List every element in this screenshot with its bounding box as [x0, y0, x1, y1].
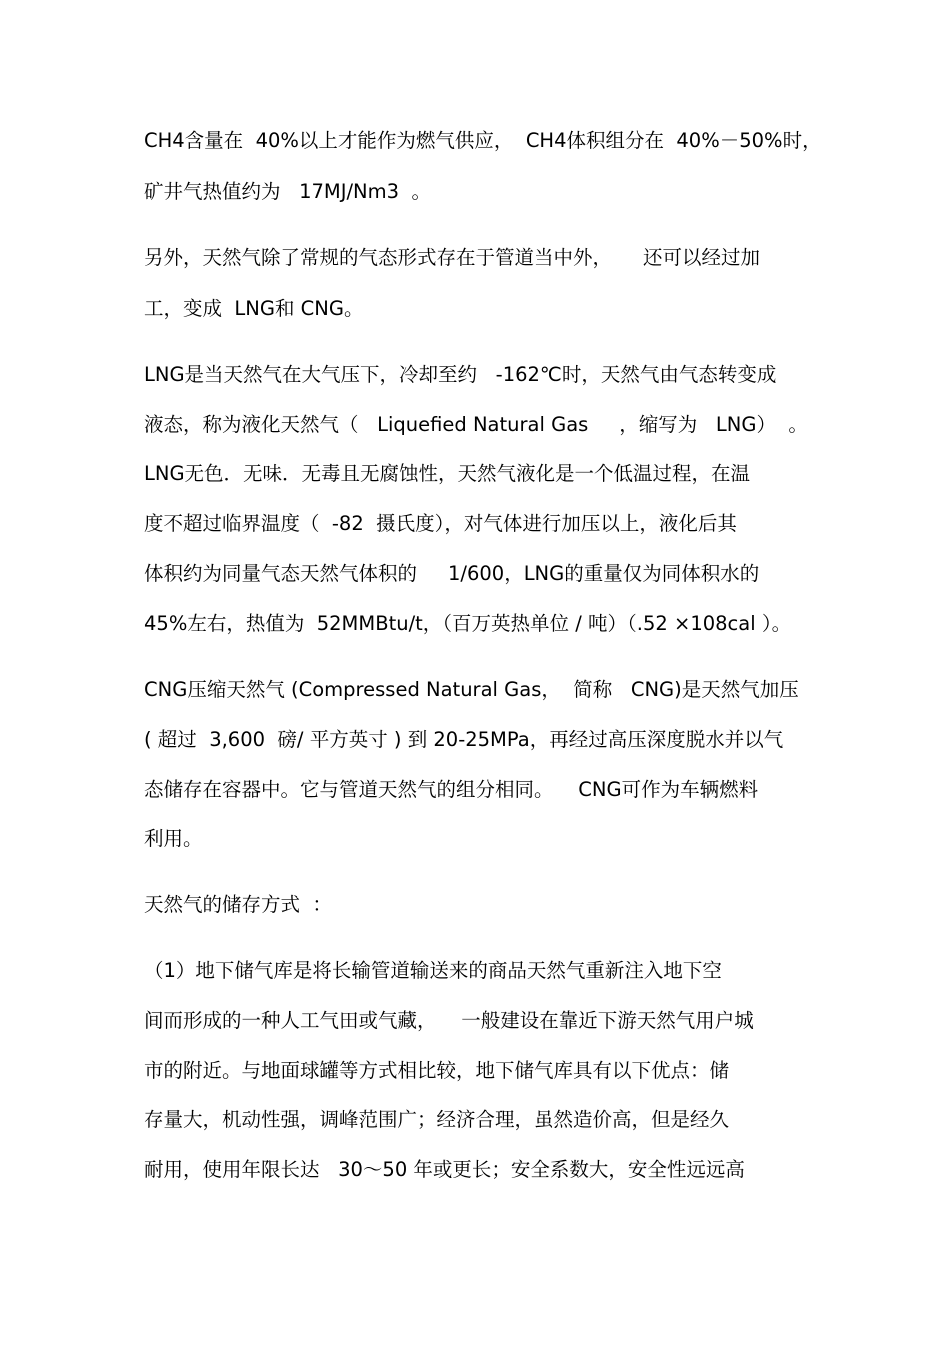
text-line: LNG无色．无味．无毒且无腐蚀性，天然气液化是一个低温过程，在温 [144, 462, 751, 485]
text-line: 存量大，机动性强，调峰范围广；经济合理，虽然造价高，但是经久 [144, 1108, 730, 1131]
text-line: 态储存在容器中。它与管道天然气的组分相同。 CNG可作为车辆燃料 [144, 778, 759, 801]
text-line: 工，变成 LNG和 CNG。 [144, 297, 364, 320]
text-line: 度不超过临界温度（ -82 摄氏度），对气体进行加压以上，液化后其 [144, 512, 737, 535]
text-line: 矿井气热值约为 17MJ/Nm3 。 [144, 180, 431, 203]
text-line: 45%左右，热值为 52MMBtu/t，（百万英热单位 / 吨）（.52 ×108cal ）。 [144, 612, 792, 635]
text-line: LNG是当天然气在大气压下，冷却至约 -162℃时，天然气由气态转变成 [144, 363, 777, 386]
text-line: 液态，称为液化天然气（ Liquefied Natural Gas ，缩写为 LNG） 。 [144, 413, 808, 436]
text-line: 耐用，使用年限长达 30～50 年或更长；安全系数大，安全性远远高 [144, 1158, 745, 1181]
text-line: 天然气的储存方式 ： [144, 893, 332, 916]
text-line: ( 超过 3,600 磅/ 平方英寸 ) 到 20-25MPa，再经过高压深度脱水并以气 [144, 728, 784, 751]
text-line: 利用。 [144, 827, 203, 850]
text-line: 另外，天然气除了常规的气态形式存在于管道当中外， 还可以经过加 [144, 246, 760, 269]
text-line: CNG压缩天然气 (Compressed Natural Gas， 简称 CNG)是天然气加压 [144, 678, 799, 701]
text-line: 体积约为同量气态天然气体积的 1/600，LNG的重量仅为同体积水的 [144, 562, 760, 585]
text-line: 市的附近。与地面球罐等方式相比较，地下储气库具有以下优点：储 [144, 1059, 730, 1082]
text-line: 间而形成的一种人工气田或气藏， 一般建设在靠近下游天然气用户城 [144, 1009, 754, 1032]
text-line: CH4含量在 40%以上才能作为燃气供应， CH4体积组分在 40%－50%时， [144, 129, 822, 152]
text-line: （1）地下储气库是将长输管道输送来的商品天然气重新注入地下空 [144, 959, 722, 982]
